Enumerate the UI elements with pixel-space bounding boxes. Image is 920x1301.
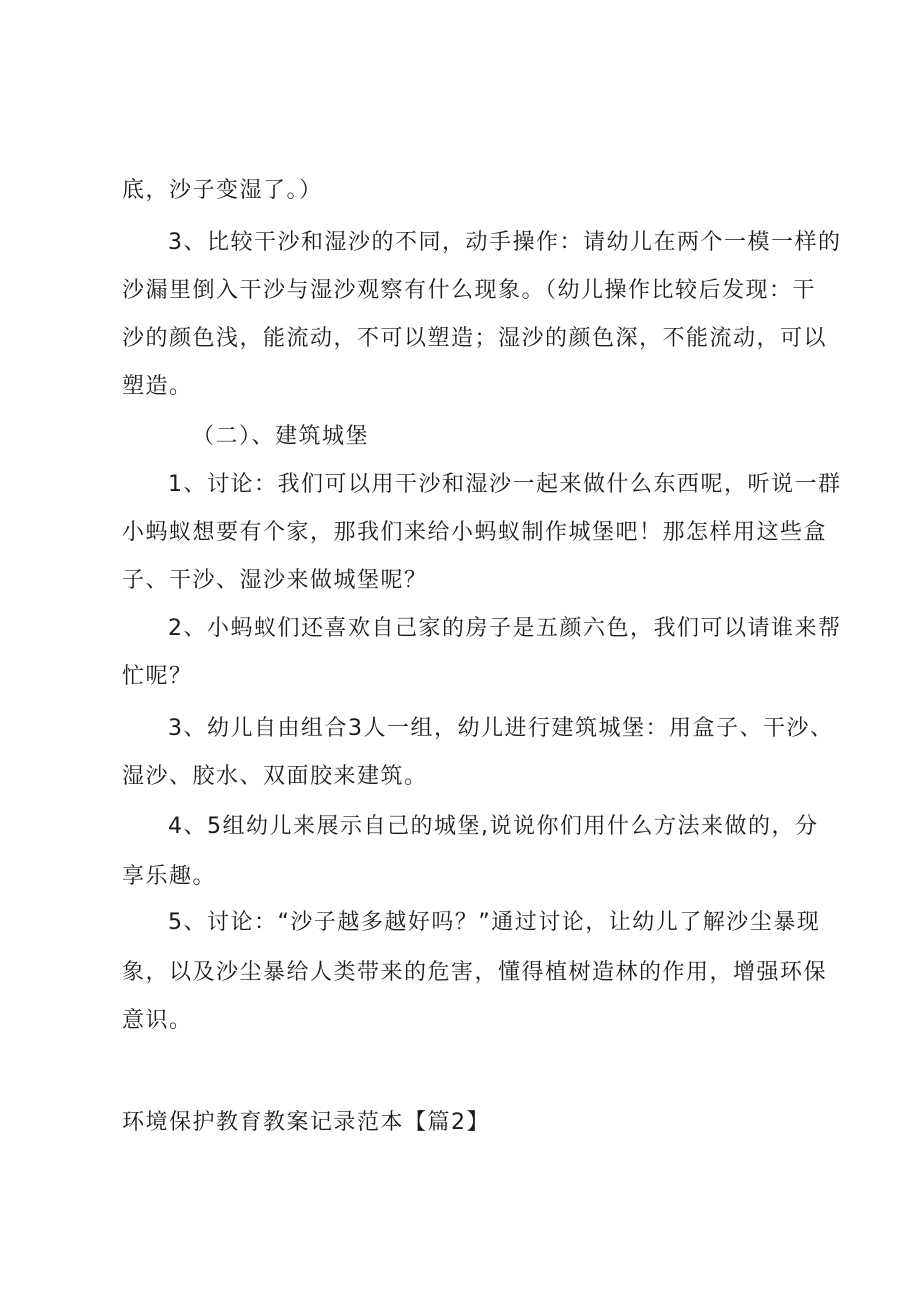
paragraph-line-4: 沙的颜色浅，能流动，不可以塑造；湿沙的颜色深，不能流动，可以 xyxy=(122,326,828,351)
paragraph-line-2: 3、比较干沙和湿沙的不同，动手操作：请幼儿在两个一模一样的 xyxy=(168,230,842,255)
paragraph-line-5: 塑造。 xyxy=(122,374,193,399)
paragraph-line-8: 子、干沙、湿沙来做城堡呢？ xyxy=(122,568,428,593)
subsection-heading: （二）、建筑城堡 xyxy=(192,424,370,449)
paragraph-line-15: 5、讨论：“沙子越多越好吗？”通过讨论，让幼儿了解沙尘暴现 xyxy=(168,910,821,935)
paragraph-line-17: 意识。 xyxy=(122,1008,193,1033)
paragraph-line-10: 忙呢？ xyxy=(122,664,193,689)
section-title: 环境保护教育教案记录范本【篇2】 xyxy=(122,1110,490,1135)
paragraph-line-7: 小蚂蚁想要有个家，那我们来给小蚂蚁制作城堡吧！那怎样用这些盒 xyxy=(122,520,828,545)
paragraph-line-12: 湿沙、胶水、双面胶来建筑。 xyxy=(122,764,428,789)
paragraph-line-9: 2、小蚂蚁们还喜欢自己家的房子是五颜六色，我们可以请谁来帮 xyxy=(168,616,842,641)
paragraph-line-14: 享乐趣。 xyxy=(122,864,217,889)
paragraph-line-11: 3、幼儿自由组合3人一组，幼儿进行建筑城堡：用盒子、干沙、 xyxy=(168,716,834,741)
paragraph-line-13: 4、5组幼儿来展示自己的城堡,说说你们用什么方法来做的，分 xyxy=(168,814,819,839)
paragraph-line-1: 底，沙子变湿了。） xyxy=(122,178,323,203)
paragraph-line-6: 1、讨论：我们可以用干沙和湿沙一起来做什么东西呢，听说一群 xyxy=(168,472,842,497)
paragraph-line-16: 象，以及沙尘暴给人类带来的危害，懂得植树造林的作用，增强环保 xyxy=(122,960,828,985)
paragraph-line-3: 沙漏里倒入干沙与湿沙观察有什么现象。（幼儿操作比较后发现：干 xyxy=(122,278,817,303)
